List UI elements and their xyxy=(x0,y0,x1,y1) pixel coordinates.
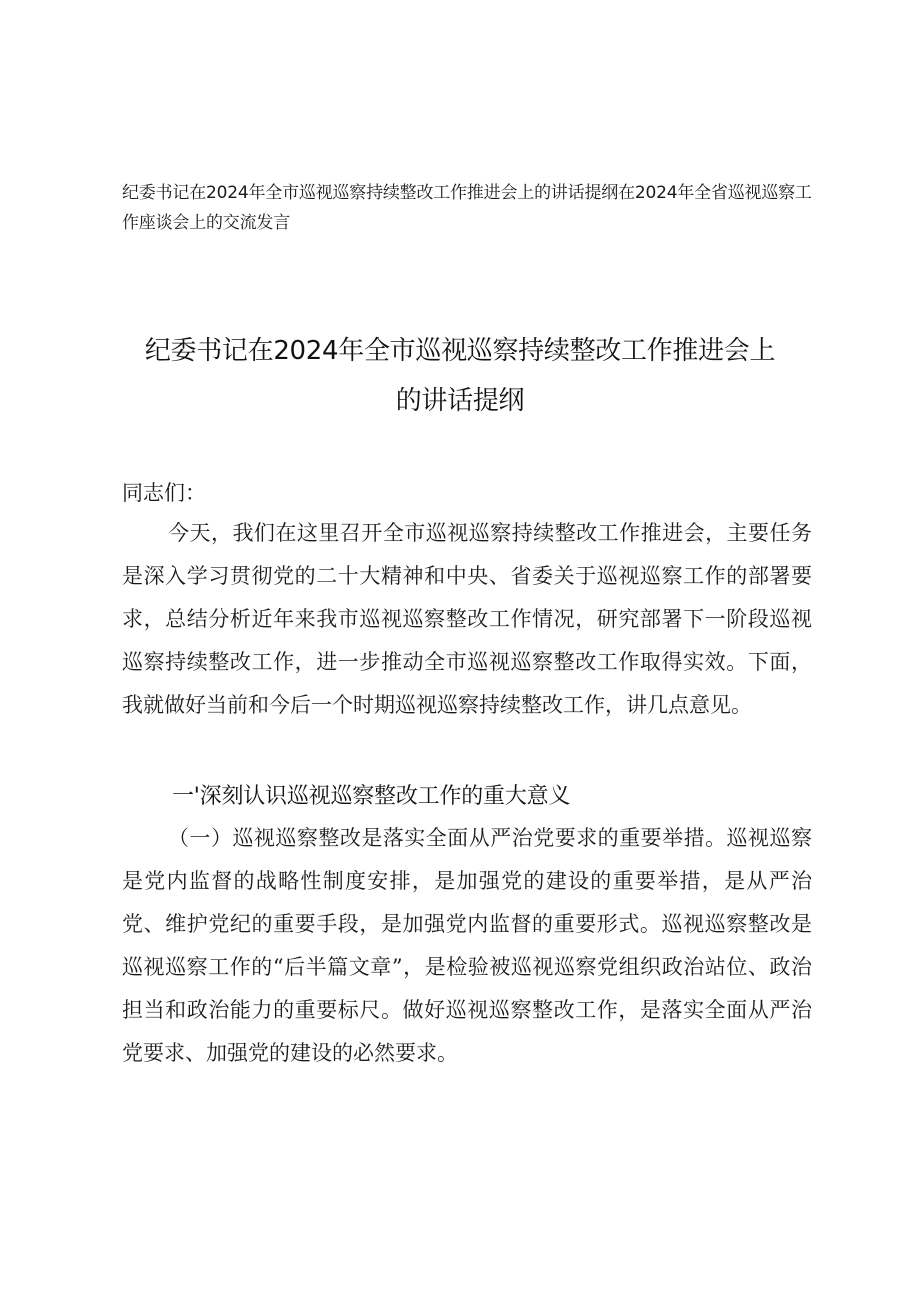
title-line-1: 纪委书记在2024年全市巡视巡察持续整改工作推进会上 xyxy=(144,336,776,366)
title-line-2: 的讲话提纲 xyxy=(395,386,525,416)
opening-paragraph: 今天，我们在这里召开全市巡视巡察持续整改工作推进会，主要任务是深入学习贯彻党的二十大精神和中央、省委关于巡视巡察工作的部署要求，总结分析近年来我市巡视巡察整改工作情况，研究部署下一阶段巡视巡察持续整改工作，进一步推动全市巡视巡察整改工作取得实效。下面，我就做好当前和今后一个时期巡视巡察持续整改工作，讲几点意见。 xyxy=(122,521,812,717)
document-title xyxy=(120,326,800,426)
salutation: 同志们： xyxy=(122,481,206,505)
document-header: 纪委书记在2024年全市巡视巡察持续整改工作推进会上的讲话提纲在2024年全省巡视巡察工作座谈会上的交流发言 xyxy=(122,183,812,233)
section-1-paragraph-1: （一）巡视巡察整改是落实全面从严治党要求的重要举措。巡视巡察是党内监督的战略性制度安排，是加强党的建设的重要举措，是从严治党、维护党纪的重要手段，是加强党内监督的重要形式。巡视巡察整改是巡视巡察工作的“后半篇文章”，是检验被巡视巡察党组织政治站位、政治担当和政治能力的重要标尺。做好巡视巡察整改工作，是落实全面从严治党要求、加强党的建设的必然要求。 xyxy=(122,826,812,1065)
section-heading-1: 一'深刻认识巡视巡察整改工作的重大意义 xyxy=(172,784,571,809)
